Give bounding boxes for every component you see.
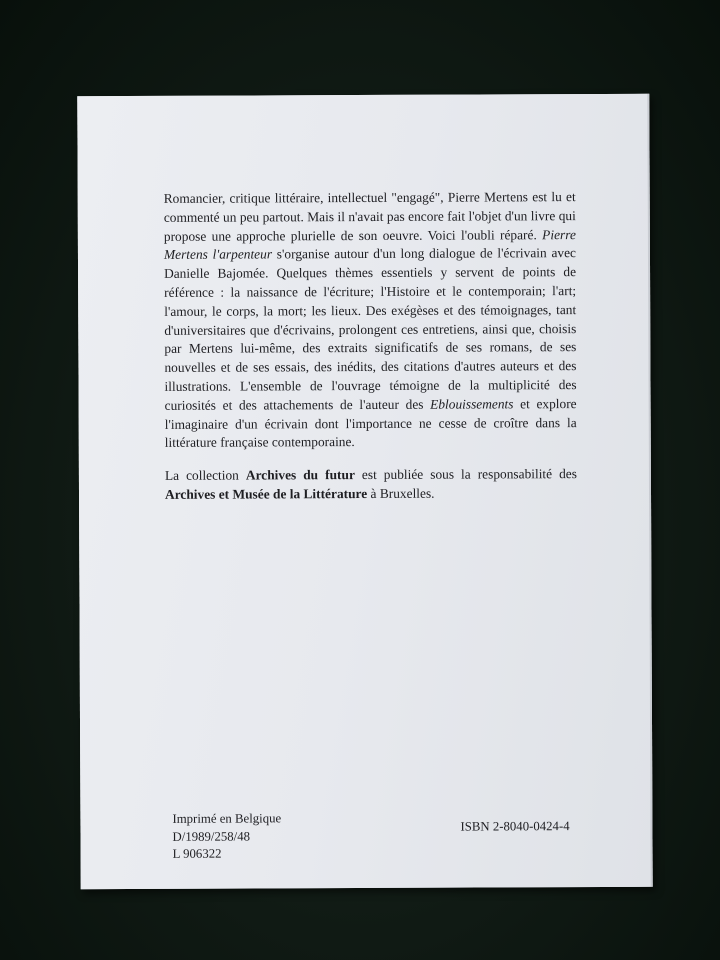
collection-suffix: à Bruxelles. <box>367 485 435 501</box>
institution-name: Archives et Musée de la Littérature <box>164 485 368 502</box>
blurb-text-part1: Romancier, critique littéraire, intellectuel "engagé", Pierre Mertens est lu et commenté un peu partout. Mais il n'avait pas encore fait l'objet d'un livre qui propose une approche plurielle de son oeuvre. Voici l'oubli réparé. <box>163 189 576 244</box>
imprint-block <box>172 810 281 863</box>
collection-paragraph <box>165 465 577 504</box>
reference-number: L 906322 <box>172 846 222 861</box>
collection-middle: est publiée sous la responsabilité des <box>354 466 577 483</box>
book-title-italic: Pierre Mertens l'arpenteur <box>163 226 576 263</box>
collection-prefix: La collection <box>164 467 246 484</box>
isbn: ISBN 2-8040-0424-4 <box>460 819 570 834</box>
blurb-text-part3: et explore l'imaginaire d'un écrivain dont l'importance ne cesse de croître dans la littérature française contemporaine. <box>164 395 577 451</box>
printed-in: Imprimé en Belgique <box>172 811 282 826</box>
legal-deposit: D/1989/258/48 <box>172 829 251 844</box>
book-back-cover <box>77 94 652 889</box>
blurb-paragraph <box>164 188 577 453</box>
back-cover-text <box>164 188 577 505</box>
work-title-italic: Eblouissements <box>430 396 514 412</box>
collection-name: Archives du futur <box>245 467 355 483</box>
blurb-text-part2: s'organise autour d'un long dialogue de l'écrivain avec Danielle Bajomée. Quelques thèmes essentiels y servent de points de référence : la naissance de l'écriture; l'Histoire et le contemporain; l'art; l'amour, le corps, la mort; les lieux. Des exégèses et des témoignages, tant d'universitaires que d'écrivains, prolongent ces entretiens, ainsi que, choisis par Mertens lui-même, des extraits significatifs de ses romans, de ses nouvelles et de ses essais, des inédits, des citations d'autres auteurs et des illustrations. L'ensemble de l'ouvrage témoigne de la multiplicité des curiosités et des attachements de l'auteur des <box>164 245 577 413</box>
